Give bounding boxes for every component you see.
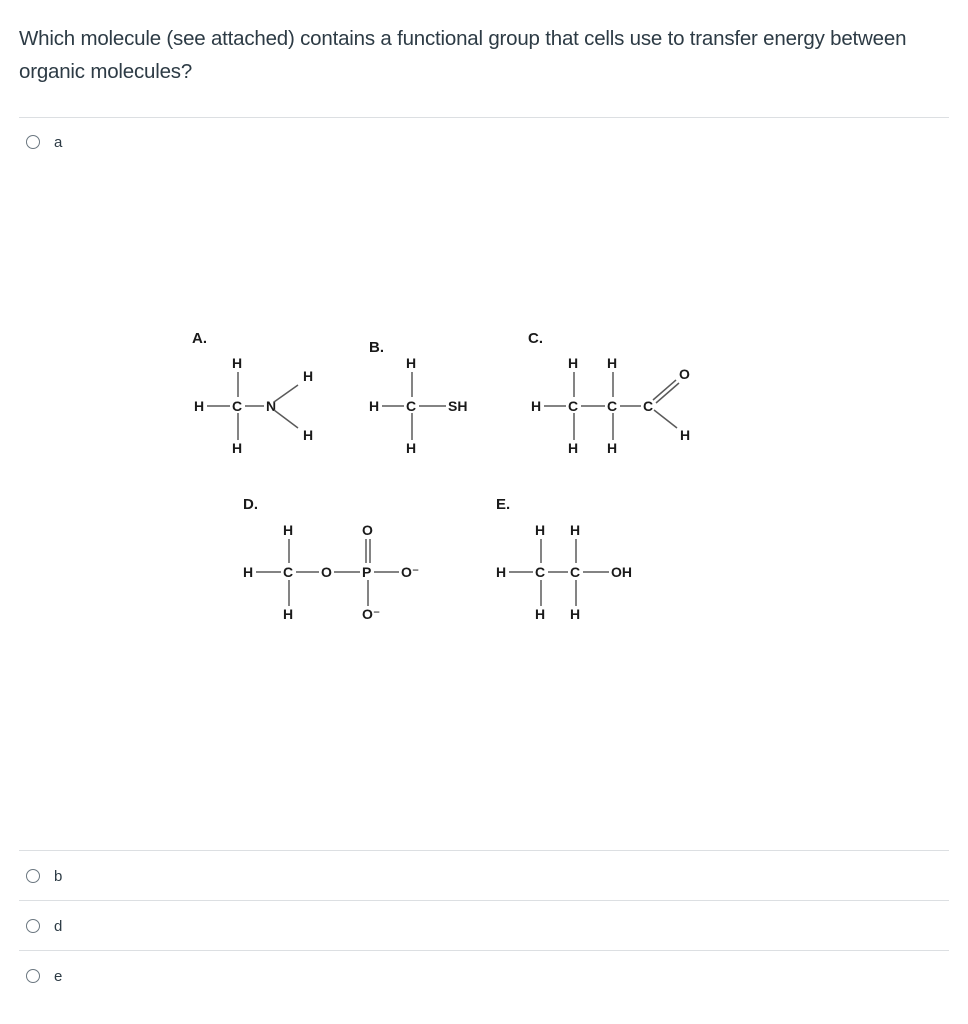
question-text: Which molecule (see attached) contains a functional group that cells use to transfer energy between organic molecules? bbox=[19, 27, 907, 83]
atom: H bbox=[496, 564, 507, 580]
atom: H bbox=[535, 522, 546, 538]
divider bbox=[19, 850, 949, 851]
atom: H bbox=[194, 398, 205, 414]
atom: H bbox=[243, 564, 254, 580]
option-b[interactable] bbox=[26, 865, 62, 887]
divider bbox=[19, 900, 949, 901]
atom: H bbox=[570, 522, 581, 538]
atom: C bbox=[568, 398, 579, 414]
radio-button[interactable] bbox=[26, 969, 40, 983]
atom: H bbox=[531, 398, 542, 414]
atom: H bbox=[369, 398, 380, 414]
atom: H bbox=[568, 440, 579, 456]
atom: H bbox=[283, 606, 294, 622]
molecule-a-label: A. bbox=[192, 330, 207, 347]
atom: H bbox=[232, 440, 243, 456]
molecule-a bbox=[192, 330, 313, 456]
atom: C bbox=[535, 564, 546, 580]
atom: H bbox=[283, 522, 294, 538]
atom: C bbox=[283, 564, 294, 580]
molecule-c bbox=[528, 330, 690, 456]
molecule-b-label: B. bbox=[369, 339, 384, 356]
radio-button[interactable] bbox=[26, 869, 40, 883]
atom: P bbox=[362, 564, 372, 580]
option-e[interactable] bbox=[26, 965, 62, 987]
atom: H bbox=[607, 440, 618, 456]
atom: H bbox=[406, 440, 417, 456]
atom: C bbox=[607, 398, 618, 414]
option-label: a bbox=[54, 133, 63, 151]
atom: H bbox=[303, 368, 314, 384]
atom: O bbox=[321, 564, 332, 580]
atom: H bbox=[607, 355, 618, 371]
molecule-b bbox=[369, 339, 467, 456]
atom: H bbox=[570, 606, 581, 622]
atom: H bbox=[568, 355, 579, 371]
atom: C bbox=[232, 398, 243, 414]
atom: C bbox=[570, 564, 581, 580]
atom: H bbox=[535, 606, 546, 622]
option-label: d bbox=[54, 917, 63, 935]
atom: OH bbox=[611, 564, 632, 580]
atom: SH bbox=[448, 398, 468, 414]
option-label: e bbox=[54, 967, 63, 985]
molecule-d bbox=[243, 496, 419, 622]
atom: H bbox=[232, 355, 243, 371]
radio-button[interactable] bbox=[26, 919, 40, 933]
atom: N bbox=[266, 398, 277, 414]
atom: C bbox=[406, 398, 417, 414]
option-label: b bbox=[54, 867, 63, 885]
molecule-e bbox=[496, 496, 632, 622]
atom: H bbox=[680, 427, 691, 443]
atom: C bbox=[643, 398, 654, 414]
atom: O bbox=[362, 522, 373, 538]
atom: H bbox=[303, 427, 314, 443]
molecule-c-label: C. bbox=[528, 330, 543, 347]
molecule-e-label: E. bbox=[496, 496, 511, 513]
molecule-d-label: D. bbox=[243, 496, 258, 513]
divider bbox=[19, 950, 949, 951]
atom: O bbox=[679, 366, 690, 382]
atom: O⁻ bbox=[401, 564, 420, 580]
atom: H bbox=[406, 355, 417, 371]
atom: O⁻ bbox=[362, 606, 381, 622]
option-d[interactable] bbox=[26, 915, 62, 937]
